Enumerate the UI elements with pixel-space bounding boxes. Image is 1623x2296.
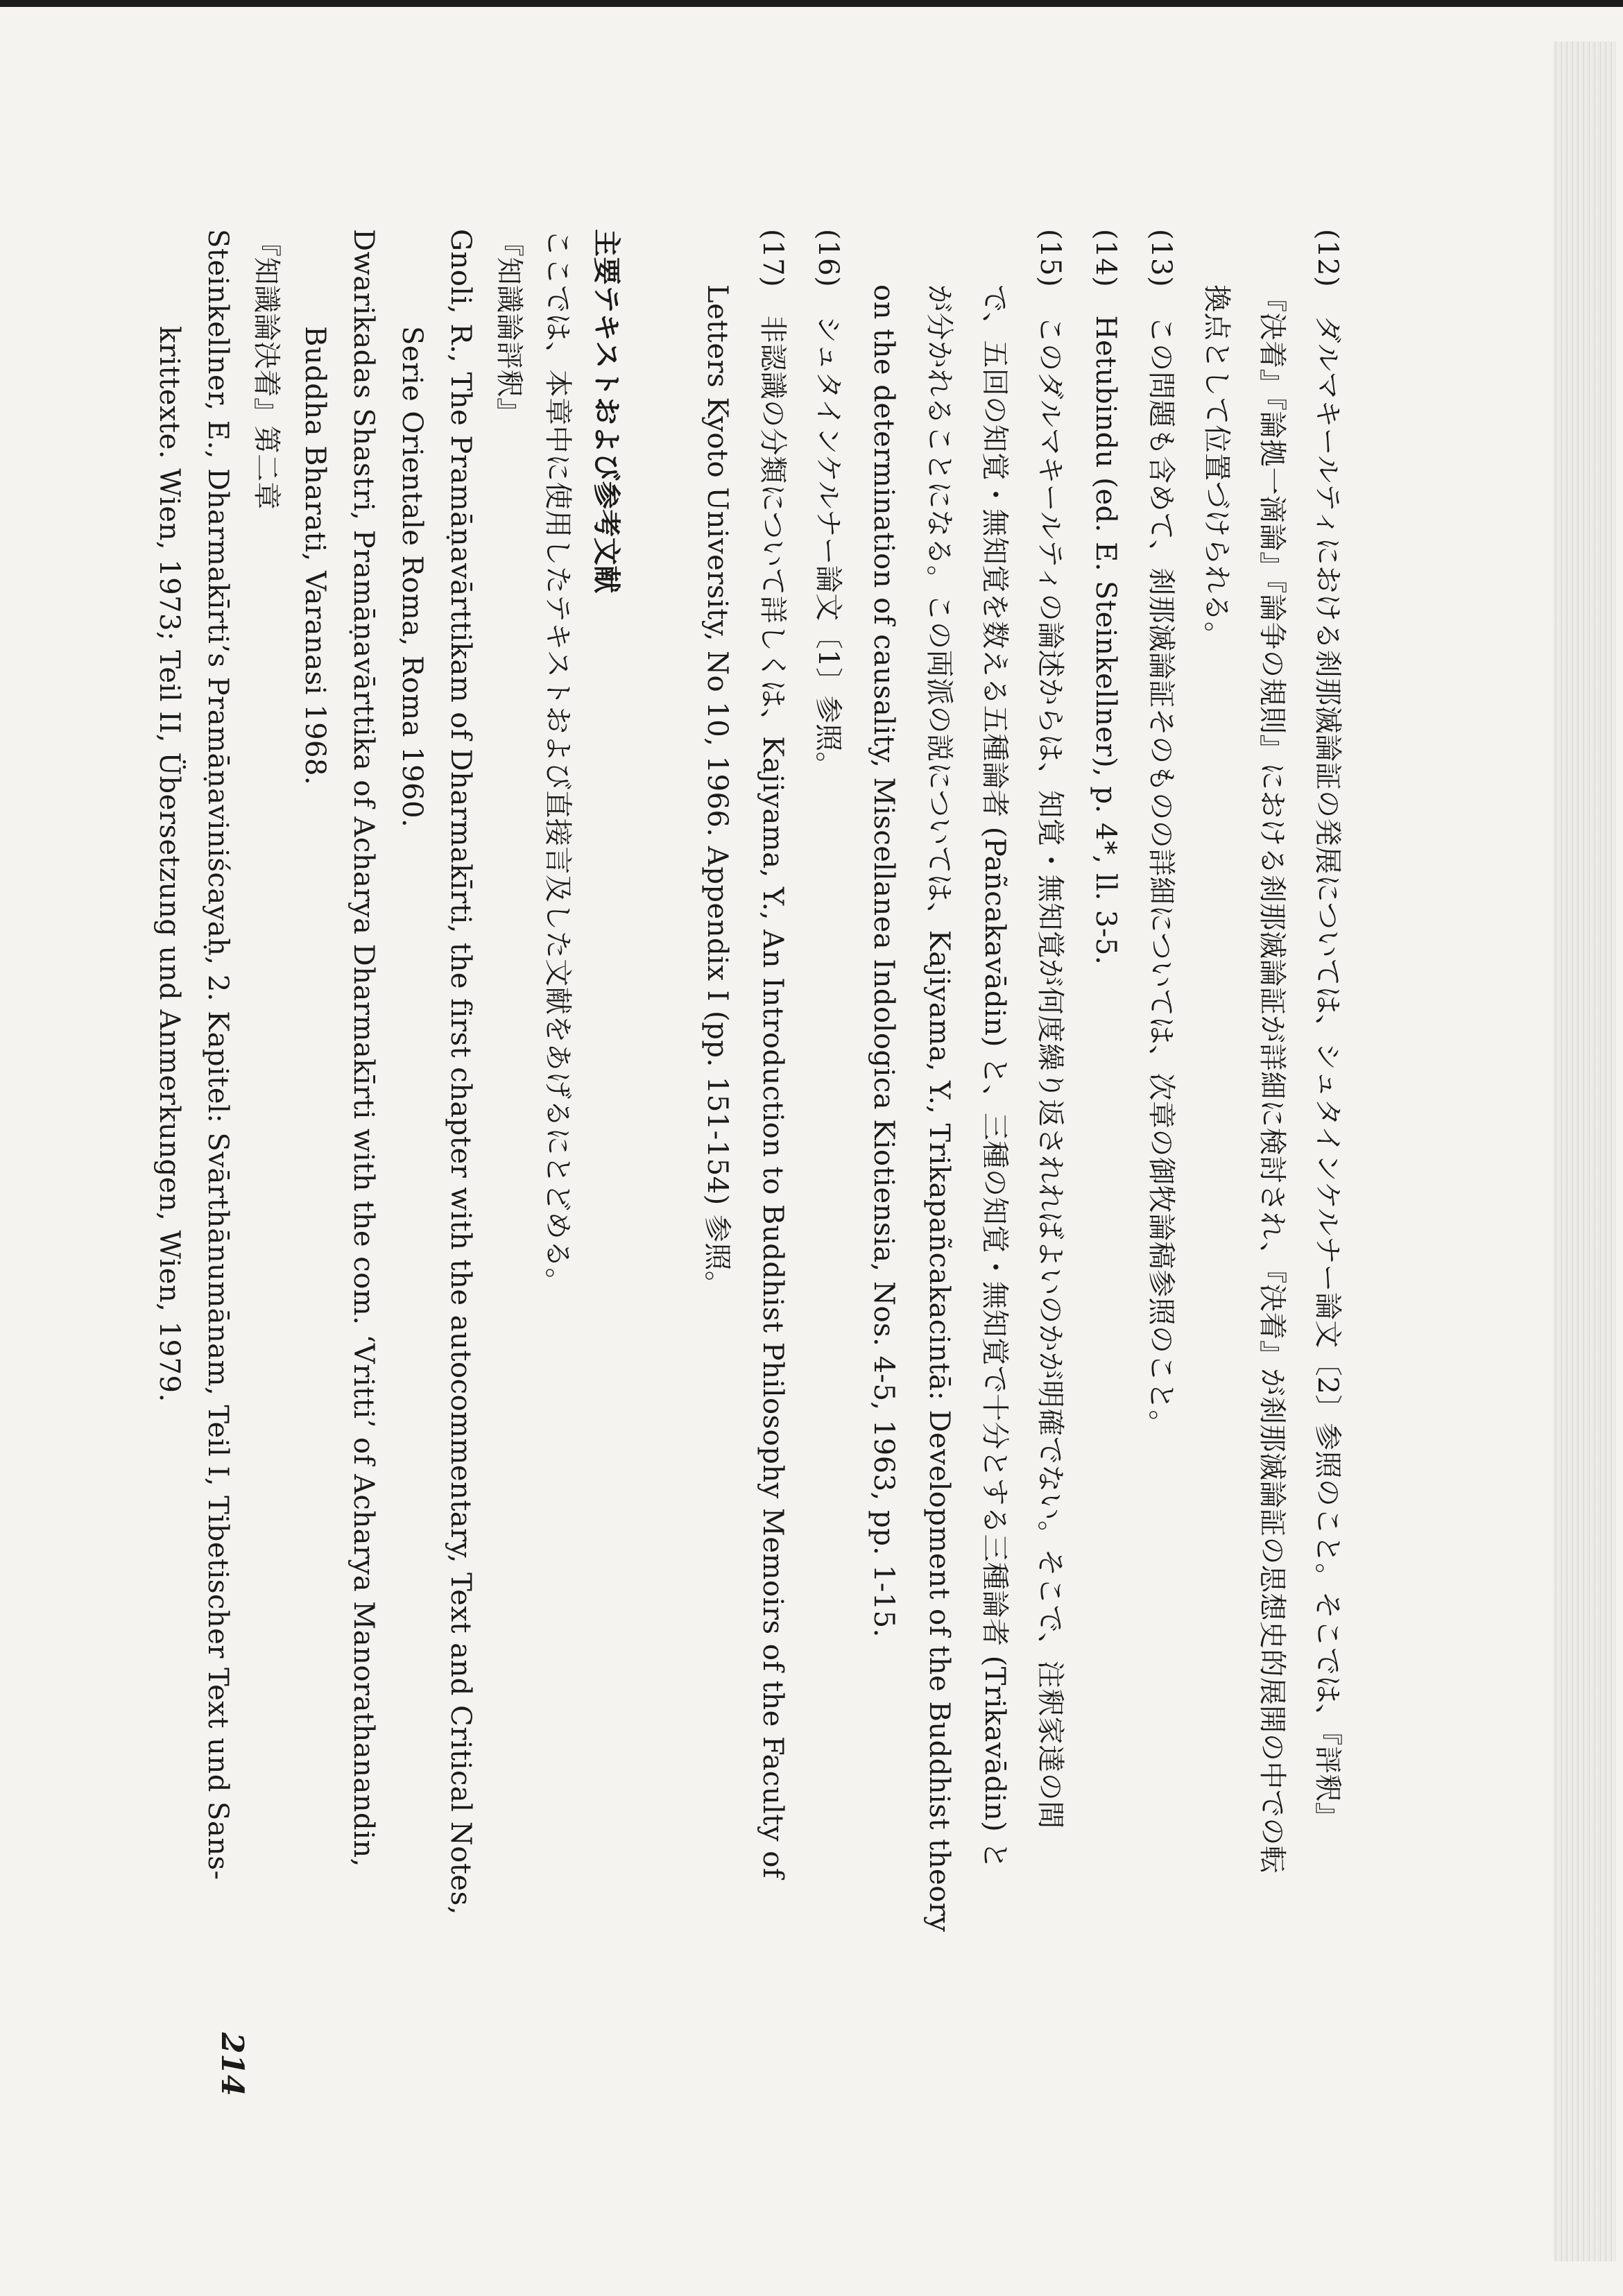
note-12-line-3: 換点として位置づけられる。 — [1201, 284, 1233, 650]
bibliography-heading: 主要テキストおよび参考文献 — [590, 229, 622, 594]
note-15-line-4: on the determination of causality, Miscellanea Indologica Kiotiensia, Nos. 4-5, 1963, pp. 1-15. — [868, 284, 900, 1638]
note-12-line-2: 『決着』『論拠一滴論』『論争の規則』における刹那滅論証が詳細に検討され、『決着』が刹那滅論証の思想史的展開の中での転 — [1256, 284, 1288, 1874]
note-12-line-1: (12) ダルマキールティにおける刹那滅論証の発展については、シュタインケルナー論文〔2〕参照のこと。そこでは、『評釈』 — [1312, 229, 1343, 1831]
note-15-line-3: が分かれることになる。この両派の説については、Kajiyama, Y., Trikapañcakacintā: Development of the Buddhist theory — [923, 284, 955, 1933]
note-17-line-2: Letters Kyoto University, No 10, 1966. Appendix I (pp. 151-154) 参照。 — [701, 284, 733, 1299]
bibliography-intro: ここでは、本章中に使用したテキストおよび直接言及した文献をあげるにとどめる。 — [542, 229, 574, 1296]
note-13: (13) この問題も含めて、刹那滅論証そのものの詳細については、次章の御牧論稿参照のこと。 — [1145, 229, 1177, 1439]
rotated-page — [153, 229, 1346, 2143]
note-15-line-2: で、五回の知覚・無知覚を数える五種論者 (Pañcakavādin) と、三種の知覚・無知覚で十分とする三種論者 (Trikavādin) と — [979, 284, 1011, 1869]
bibliography-entry-continued: Serie Orientale Roma, Roma 1960. — [396, 326, 428, 828]
note-14: (14) Hetubindu (ed. E. Steinkellner), p. 4*, ll. 3-5. — [1090, 229, 1122, 966]
note-16: (16) シュタインケルナー論文〔1〕参照。 — [812, 229, 844, 780]
bibliography-section-label: 『知識論評釈』 — [493, 229, 525, 426]
bibliography-section-label: 『知識論決着』第二章 — [250, 229, 282, 510]
bibliography-entry-continued: Buddha Bharati, Varanasi 1968. — [299, 326, 331, 786]
bibliography-entry-continued: krittexte. Wien, 1973; Teil II, Übersetzung und Anmerkungen, Wien, 1979. — [153, 326, 185, 1403]
book-gutter-shadow — [1554, 42, 1616, 2261]
top-edge-bar — [0, 0, 1623, 7]
note-15-line-1: (15) このダルマキールティの論述からは、知覚・無知覚が何度繰り返されればよいのかが明確でない。そこで、注釈家達の間 — [1034, 229, 1066, 1829]
note-17-line-1: (17) 非認識の分類について詳しくは、Kajiyama, Y., An Introduction to Buddhist Philosophy Memoirs of the Faculty of — [757, 229, 789, 1879]
bibliography-entry: Dwarikadas Shastri, Pramāṇavārttika of Acharya Dharmakīrti with the com. ‘Vritti’ of Acharya Manorathanandin, — [347, 229, 379, 1867]
bibliography-entry: Steinkellner, E., Dharmakīrti’s Pramāṇaviniścayaḥ, 2. Kapitel: Svārthānumānam, Teil I, Tibetischer Text und Sans- — [202, 229, 234, 1881]
bibliography-entry: Gnoli, R., The Pramāṇavārttikam of Dharmakīrti, the first chapter with the autocommentary, Text and Critical Notes, — [445, 229, 476, 1915]
page-number: 214 — [214, 2032, 250, 2096]
